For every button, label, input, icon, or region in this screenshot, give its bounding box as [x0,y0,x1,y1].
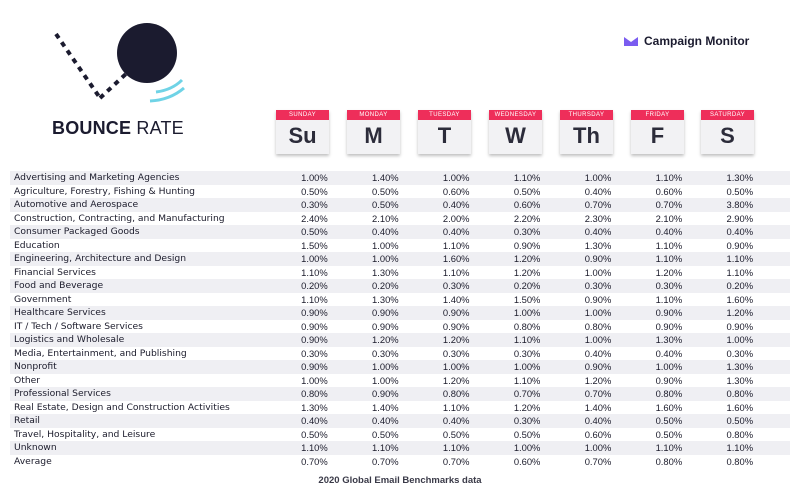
cell-value: 1.20% [372,334,399,346]
cell-value: 0.40% [726,226,754,238]
table-row [10,387,790,401]
cell-value: 1.10% [442,239,470,251]
cell-value: 1.20% [442,334,470,346]
cell-value: 0.80% [301,388,328,400]
cell-value: 1.10% [301,266,328,278]
cell-value: 1.00% [584,172,612,184]
cell-value: 0.90% [726,320,754,332]
title-rest: RATE [131,118,184,138]
cell-value: 0.40% [584,226,612,238]
row-label: IT / Tech / Software Services [14,320,143,332]
table-row [10,171,790,185]
cell-value: 1.40% [442,293,470,305]
day-name: SATURDAY [701,110,754,120]
table-row [10,266,790,280]
cell-value: 0.30% [442,280,470,292]
row-label: Media, Entertainment, and Publishing [14,347,187,359]
cell-value: 1.20% [442,374,470,386]
cell-value: 1.10% [513,172,541,184]
cell-value: 0.30% [301,347,328,359]
cell-value: 0.50% [655,428,683,440]
day-abbr: Th [573,123,600,148]
row-label: Construction, Contracting, and Manufacturing [14,212,225,224]
cell-value: 0.30% [372,347,399,359]
cell-value: 0.30% [513,226,541,238]
cell-value: 0.90% [301,320,328,332]
cell-value: 0.30% [584,280,612,292]
cell-value: 0.30% [513,415,541,427]
cell-value: 0.80% [726,428,754,440]
cell-value: 0.90% [584,293,612,305]
cell-value: 0.50% [655,415,683,427]
row-label: Retail [14,415,40,427]
day-abbr: F [650,123,665,148]
cell-value: 0.80% [726,455,754,467]
cell-value: 0.70% [442,455,470,467]
cell-value: 0.40% [442,199,470,211]
row-label: Food and Beverage [14,280,104,292]
day-card [701,110,754,154]
cell-value: 1.10% [442,401,470,413]
table-row [10,279,790,293]
cell-value: 1.00% [442,172,470,184]
cell-value: 0.50% [726,415,754,427]
cell-value: 0.50% [442,428,470,440]
cell-value: 1.30% [655,334,683,346]
cell-value: 1.00% [372,253,399,265]
table-row [10,414,790,428]
day-card [631,110,684,154]
cell-value: 1.20% [584,374,612,386]
cell-value: 0.60% [513,199,541,211]
cell-value: 0.40% [655,226,683,238]
cell-value: 1.00% [513,307,541,319]
cell-value: 0.90% [301,307,328,319]
cell-value: 1.60% [655,401,683,413]
cell-value: 1.00% [513,361,541,373]
cell-value: 0.50% [372,428,399,440]
row-label: Travel, Hospitality, and Leisure [14,428,156,440]
cell-value: 0.40% [372,226,399,238]
cell-value: 1.00% [584,334,612,346]
cell-value: 1.10% [655,293,683,305]
cell-value: 0.70% [301,455,328,467]
table-row [10,401,790,415]
row-label: Real Estate, Design and Construction Activities [14,401,230,413]
row-label: Nonprofit [14,361,57,373]
cell-value: 0.70% [584,388,612,400]
table-row [10,374,790,388]
row-label: Consumer Packaged Goods [14,226,140,238]
cell-value: 0.50% [301,428,328,440]
table-row [10,360,790,374]
cell-value: 1.00% [372,374,399,386]
cell-value: 1.10% [513,334,541,346]
cell-value: 1.30% [726,172,754,184]
cell-value: 1.00% [584,307,612,319]
cell-value: 1.00% [655,361,683,373]
cell-value: 0.50% [726,185,754,197]
cell-value: 0.90% [584,253,612,265]
cell-value: 1.00% [372,239,399,251]
cell-value: 1.00% [584,442,612,454]
cell-value: 0.90% [301,361,328,373]
table-row [10,306,790,320]
cell-value: 0.50% [301,226,328,238]
row-label: Government [14,293,72,305]
table-row [10,239,790,253]
cell-value: 1.40% [584,401,612,413]
cell-value: 2.10% [655,212,683,224]
cell-value: 1.30% [372,293,399,305]
cell-value: 1.00% [513,442,541,454]
cell-value: 1.10% [301,442,328,454]
table-row [10,225,790,239]
cell-value: 1.30% [301,401,328,413]
cell-value: 1.00% [301,374,328,386]
campaign-monitor-icon [624,36,638,46]
cell-value: 1.30% [372,266,399,278]
cell-value: 0.40% [442,415,470,427]
cell-value: 0.50% [372,199,399,211]
cell-value: 0.90% [372,320,399,332]
table-row [10,185,790,199]
cell-value: 0.50% [513,428,541,440]
cell-value: 0.90% [655,307,683,319]
cell-value: 0.50% [513,185,541,197]
cell-value: 0.90% [372,388,399,400]
row-label: Average [14,455,52,467]
row-label: Professional Services [14,388,111,400]
day-card [347,110,400,154]
day-name: FRIDAY [631,110,684,120]
day-abbr: S [720,123,735,148]
cell-value: 0.30% [513,347,541,359]
cell-value: 0.70% [584,455,612,467]
cell-value: 0.30% [442,347,470,359]
cell-value: 1.30% [726,374,754,386]
table-row [10,212,790,226]
day-name: THURSDAY [560,110,613,120]
cell-value: 1.20% [513,253,541,265]
cell-value: 0.60% [655,185,683,197]
day-abbr: Su [288,123,317,148]
cell-value: 0.90% [726,239,754,251]
day-abbr: M [364,123,383,148]
cell-value: 0.70% [513,388,541,400]
day-name: SUNDAY [276,110,329,120]
cell-value: 0.90% [372,307,399,319]
cell-value: 2.10% [372,212,399,224]
day-name: MONDAY [347,110,400,120]
cell-value: 1.10% [726,442,754,454]
cell-value: 1.60% [726,401,754,413]
cell-value: 0.40% [301,415,328,427]
cell-value: 0.70% [584,199,612,211]
cell-value: 0.90% [655,320,683,332]
row-label: Advertising and Marketing Agencies [14,172,180,184]
cell-value: 1.20% [513,401,541,413]
cell-value: 2.20% [513,212,541,224]
row-label: Engineering, Architecture and Design [14,253,187,265]
cell-value: 0.40% [372,415,399,427]
cell-value: 1.10% [655,239,683,251]
cell-value: 1.40% [372,172,399,184]
cell-value: 1.00% [372,361,399,373]
table-row [10,333,790,347]
cell-value: 1.40% [372,401,399,413]
cell-value: 0.90% [442,320,470,332]
cell-value: 1.10% [442,266,470,278]
cell-value: 1.00% [584,266,612,278]
brand-logo [624,34,749,48]
cell-value: 0.40% [584,185,612,197]
cell-value: 1.50% [513,293,541,305]
day-card [560,110,613,154]
cell-value: 0.20% [513,280,541,292]
cell-value: 1.00% [726,334,754,346]
table-row [10,252,790,266]
cell-value: 1.10% [655,253,683,265]
cell-value: 1.60% [442,253,470,265]
table-row [10,320,790,334]
row-label: Unknown [14,442,57,454]
cell-value: 1.10% [726,253,754,265]
cell-value: 1.20% [655,266,683,278]
cell-value: 0.90% [584,361,612,373]
day-abbr: W [505,123,526,148]
cell-value: 1.50% [301,239,328,251]
cell-value: 0.60% [513,455,541,467]
row-label: Healthcare Services [14,307,106,319]
cell-value: 0.80% [655,455,683,467]
cell-value: 0.50% [301,185,328,197]
cell-value: 0.40% [584,415,612,427]
cell-value: 1.20% [513,266,541,278]
cell-value: 0.90% [442,307,470,319]
row-label: Other [14,374,41,386]
cell-value: 0.90% [655,374,683,386]
cell-value: 1.10% [442,442,470,454]
cell-value: 1.10% [726,266,754,278]
day-name: TUESDAY [418,110,471,120]
cell-value: 2.90% [726,212,754,224]
cell-value: 0.70% [655,199,683,211]
day-abbr: T [437,123,452,148]
cell-value: 0.60% [442,185,470,197]
table-row [10,293,790,307]
cell-value: 2.30% [584,212,612,224]
cell-value: 0.90% [301,334,328,346]
cell-value: 1.10% [513,374,541,386]
cell-value: 0.80% [655,388,683,400]
brand-name: Campaign Monitor [644,34,750,48]
cell-value: 1.00% [442,361,470,373]
cell-value: 2.00% [442,212,470,224]
cell-value: 1.60% [726,293,754,305]
cell-value: 0.70% [372,455,399,467]
row-label: Logistics and Wholesale [14,334,125,346]
cell-value: 1.10% [655,172,683,184]
row-label: Automotive and Aerospace [14,199,139,211]
cell-value: 0.60% [584,428,612,440]
footer-source: 2020 Global Email Benchmarks data [318,475,482,486]
cell-value: 0.20% [372,280,399,292]
cell-value: 1.00% [301,253,328,265]
cell-value: 0.30% [655,280,683,292]
title-bold: BOUNCE [52,118,132,138]
table-row [10,455,790,469]
cell-value: 1.10% [301,293,328,305]
cell-value: 0.20% [726,280,754,292]
cell-value: 0.80% [584,320,612,332]
table-row [10,428,790,442]
cell-value: 1.10% [372,442,399,454]
cell-value: 2.40% [301,212,328,224]
cell-value: 1.10% [655,442,683,454]
cell-value: 3.80% [726,199,754,211]
row-label: Education [14,239,60,251]
table-row [10,347,790,361]
cell-value: 0.80% [513,320,541,332]
day-card [489,110,542,154]
cell-value: 0.80% [726,388,754,400]
row-label: Financial Services [14,266,96,278]
table-row [10,441,790,455]
cell-value: 0.40% [655,347,683,359]
cell-value: 0.40% [584,347,612,359]
day-headers [0,110,800,156]
bounce-rate-table [10,171,790,468]
day-name: WEDNESDAY [489,110,542,120]
cell-value: 0.80% [442,388,470,400]
day-card [418,110,471,154]
cell-value: 0.20% [301,280,328,292]
cell-value: 0.90% [513,239,541,251]
cell-value: 0.40% [442,226,470,238]
cell-value: 1.30% [726,361,754,373]
row-label: Agriculture, Forestry, Fishing & Hunting [14,185,195,197]
cell-value: 0.30% [301,199,328,211]
bounce-logo-icon [44,22,204,112]
table-row [10,198,790,212]
cell-value: 0.50% [372,185,399,197]
cell-value: 1.30% [584,239,612,251]
cell-value: 0.30% [726,347,754,359]
cell-value: 1.00% [301,172,328,184]
cell-value: 1.20% [726,307,754,319]
day-card [276,110,329,154]
